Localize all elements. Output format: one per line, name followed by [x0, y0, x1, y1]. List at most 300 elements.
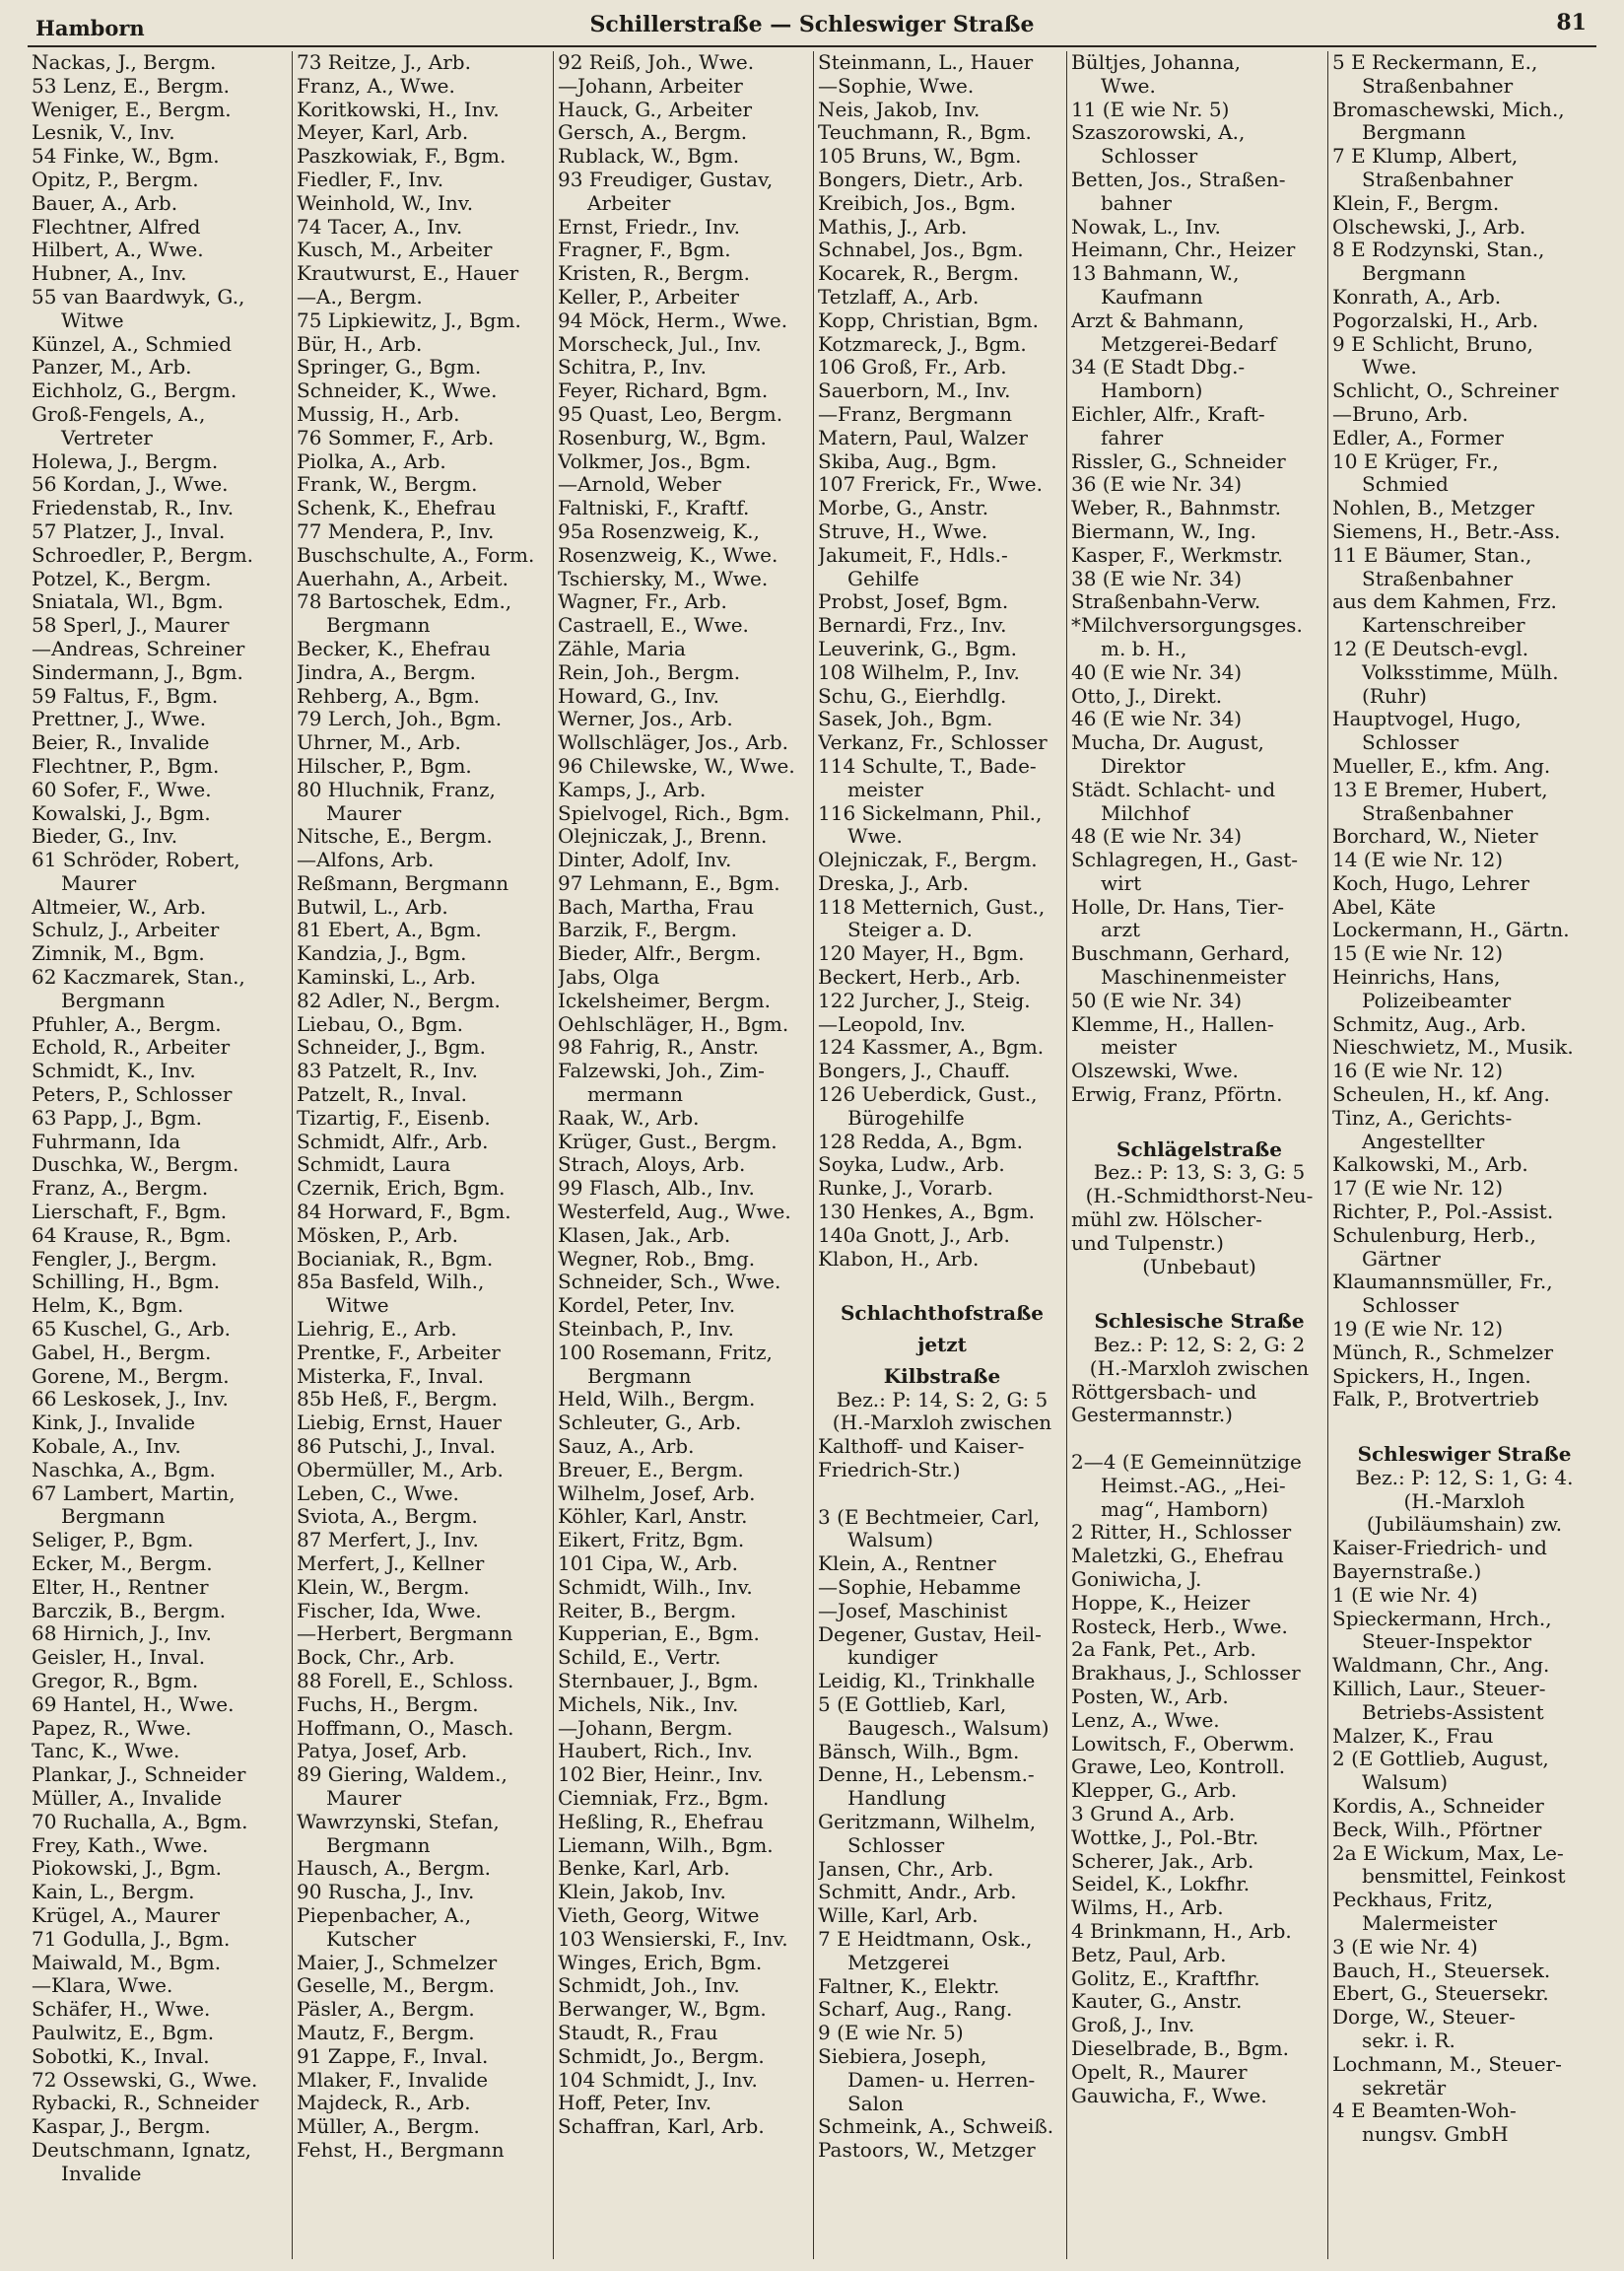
- directory-entry: Frey, Kath., Wwe.: [32, 1833, 209, 1857]
- directory-entry: Kain, L., Bergm.: [32, 1881, 195, 1904]
- directory-entry: 64 Krause, R., Bgm.: [32, 1223, 232, 1247]
- district-info: (H.-Marxloh zwischen: [1089, 1356, 1310, 1380]
- directory-entry: Rissler, G., Schneider: [1071, 449, 1286, 473]
- directory-entry: Klaumannsmüller, Fr.,: [1332, 1271, 1553, 1294]
- directory-entry: Werner, Jos., Arb.: [558, 708, 733, 731]
- directory-entry: Lenz, A., Wwe.: [1071, 1708, 1220, 1732]
- directory-entry: Wottke, J., Pol.-Btr.: [1071, 1825, 1259, 1849]
- directory-entry: Howard, G., Inv.: [558, 684, 720, 708]
- directory-entry: Raak, W., Arb.: [558, 1106, 700, 1130]
- directory-entry: Castraell, E., Wwe.: [558, 614, 749, 638]
- directory-entry: Siebiera, Joseph,: [818, 2044, 987, 2068]
- directory-entry: Verkanz, Fr., Schlosser: [818, 731, 1048, 755]
- directory-entry: Schmidt, Alfr., Arb.: [297, 1130, 489, 1153]
- directory-entry: —Johann, Bergm.: [558, 1716, 733, 1740]
- directory-entry: —Arnold, Weber: [558, 473, 721, 497]
- directory-entry: Wilms, H., Arb.: [1071, 1896, 1224, 1920]
- directory-entry: Rosenzweig, K., Wwe.: [558, 543, 778, 567]
- directory-entry: Klepper, G., Arb.: [1071, 1779, 1238, 1803]
- directory-entry: Liebig, Ernst, Hauer: [297, 1411, 502, 1435]
- directory-entry: 118 Metternich, Gust.,: [818, 895, 1046, 919]
- district-info: Bez.: P: 12, S: 2, G: 2: [1093, 1334, 1306, 1357]
- directory-entry: Schnabel, Jos., Bgm.: [818, 239, 1024, 262]
- directory-entry: Schmidt, Wilh., Inv.: [558, 1575, 753, 1599]
- directory-entry: Schneider, K., Wwe.: [297, 379, 498, 403]
- directory-entry: 108 Wilhelm, P., Inv.: [818, 660, 1020, 684]
- directory-entry: Seliger, P., Bgm.: [32, 1529, 194, 1552]
- entry-continuation: m. b. H.,: [1101, 637, 1187, 660]
- directory-entry: —A., Bergm.: [297, 285, 423, 309]
- directory-entry: Holewa, J., Bergm.: [32, 449, 219, 473]
- directory-entry: Lesnik, V., Inv.: [32, 121, 175, 145]
- directory-entry: Oehlschläger, H., Bgm.: [558, 1012, 789, 1036]
- entry-continuation: Walsum): [1362, 1771, 1449, 1795]
- directory-entry: Westerfeld, Aug., Wwe.: [558, 1201, 791, 1224]
- entry-continuation: Vertreter: [61, 426, 153, 449]
- directory-entry: Kotzmareck, J., Bgm.: [818, 332, 1027, 356]
- directory-entry: Edler, A., Former: [1332, 426, 1504, 449]
- directory-entry: Wegner, Rob., Bmg.: [558, 1247, 756, 1271]
- directory-entry: 99 Flasch, Alb., Inv.: [558, 1177, 755, 1201]
- directory-entry: Falzewski, Joh., Zim-: [558, 1060, 765, 1083]
- directory-entry: 7 E Heidtmann, Osk.,: [818, 1927, 1033, 1951]
- directory-entry: 14 (E wie Nr. 12): [1332, 849, 1504, 872]
- entry-continuation: meister: [847, 778, 923, 801]
- directory-entry: Schilling, H., Bgm.: [32, 1271, 221, 1294]
- page-number: 81: [1556, 10, 1587, 35]
- directory-entry: 84 Horward, F., Bgm.: [297, 1201, 511, 1224]
- directory-entry: 81 Ebert, A., Bgm.: [297, 919, 482, 942]
- directory-entry: 83 Patzelt, R., Inv.: [297, 1060, 479, 1083]
- entry-continuation: Polizeibeamter: [1362, 989, 1512, 1012]
- directory-entry: Hauck, G., Arbeiter: [558, 98, 753, 121]
- directory-entry: Barzik, F., Bergm.: [558, 919, 738, 942]
- directory-entry: Sasek, Joh., Bgm.: [818, 708, 993, 731]
- directory-entry: Spieckermann, Hrch.,: [1332, 1607, 1552, 1630]
- directory-entry: Olejniczak, J., Brenn.: [558, 825, 768, 849]
- directory-entry: Vieth, Georg, Witwe: [558, 1903, 760, 1927]
- directory-entry: Schmidt, Joh., Inv.: [558, 1974, 740, 1998]
- directory-entry: Schneider, J., Bgm.: [297, 1036, 486, 1060]
- directory-entry: Spickers, H., Ingen.: [1332, 1364, 1531, 1388]
- directory-entry: Otto, J., Direkt.: [1071, 684, 1223, 708]
- entry-continuation: Metzgerei-Bedarf: [1101, 332, 1277, 356]
- entry-continuation: sekretär: [1362, 2076, 1447, 2099]
- directory-entry: Olschewski, J., Arb.: [1332, 215, 1526, 239]
- directory-entry: Czernik, Erich, Bgm.: [297, 1177, 506, 1201]
- column-5: [1066, 51, 1327, 2259]
- entry-continuation: nungsv. GmbH: [1362, 2123, 1509, 2147]
- directory-entry: Schaffran, Karl, Arb.: [558, 2115, 765, 2139]
- directory-entry: —Johann, Arbeiter: [558, 74, 743, 98]
- directory-entry: Röttgersbach- und: [1071, 1380, 1257, 1404]
- directory-entry: Bauch, H., Steuersek.: [1332, 1959, 1551, 1982]
- directory-entry: Neis, Jakob, Inv.: [818, 98, 981, 121]
- directory-entry: Fengler, J., Bergm.: [32, 1247, 218, 1271]
- directory-entry: 11 E Bäumer, Stan.,: [1332, 543, 1532, 567]
- directory-entry: Kowalski, J., Bgm.: [32, 801, 211, 825]
- directory-entry: Springer, G., Bgm.: [297, 356, 482, 379]
- directory-entry: Gestermannstr.): [1071, 1404, 1233, 1427]
- directory-entry: Hubner, A., Inv.: [32, 262, 187, 286]
- entry-continuation: Schlosser: [1362, 731, 1459, 755]
- directory-entry: Weinhold, W., Inv.: [297, 191, 474, 215]
- directory-entry: Ciemniak, Frz., Bgm.: [558, 1786, 770, 1810]
- directory-entry: Paulwitz, E., Bgm.: [32, 2021, 215, 2044]
- directory-entry: Gersch, A., Bergm.: [558, 121, 748, 145]
- directory-entry: Schlagregen, H., Gast-: [1071, 849, 1299, 872]
- directory-entry: 92 Reiß, Joh., Wwe.: [558, 51, 755, 74]
- directory-entry: Straßenbahn-Verw.: [1071, 590, 1261, 614]
- directory-entry: 3 (E wie Nr. 4): [1332, 1935, 1478, 1959]
- directory-entry: Klabon, H., Arb.: [818, 1247, 980, 1271]
- directory-entry: Bayernstraße.): [1332, 1560, 1482, 1583]
- directory-entry: 5 (E Gottlieb, Karl,: [818, 1692, 1007, 1716]
- directory-entry: Breuer, E., Bergm.: [558, 1458, 744, 1481]
- directory-entry: Hoffmann, O., Masch.: [297, 1716, 514, 1740]
- directory-entry: Falk, P., Brotvertrieb: [1332, 1388, 1539, 1411]
- directory-entry: Lierschaft, F., Bgm.: [32, 1201, 228, 1224]
- directory-entry: Peckhaus, Fritz,: [1332, 1889, 1494, 1912]
- entry-continuation: bahner: [1101, 191, 1172, 215]
- directory-entry: Schleuter, G., Arb.: [558, 1411, 742, 1435]
- directory-entry: Majdeck, R., Arb.: [297, 2092, 471, 2115]
- directory-entry: Wille, Karl, Arb.: [818, 1904, 979, 1928]
- directory-entry: Merfert, J., Kellner: [297, 1552, 485, 1575]
- column-6: [1327, 51, 1596, 2259]
- directory-entry: Schmidt, K., Inv.: [32, 1060, 196, 1083]
- district-info: (Unbebaut): [1142, 1255, 1256, 1278]
- entry-continuation: Straßenbahner: [1362, 74, 1514, 98]
- directory-entry: 50 (E wie Nr. 34): [1071, 989, 1243, 1012]
- entry-continuation: Angestellter: [1362, 1130, 1485, 1153]
- directory-entry: Beck, Wilh., Pförtner: [1332, 1818, 1542, 1841]
- directory-entry: Kusch, M., Arbeiter: [297, 239, 493, 262]
- directory-entry: Teuchmann, R., Bgm.: [818, 121, 1032, 145]
- entry-continuation: kundiger: [847, 1646, 938, 1670]
- directory-entry: Lockermann, H., Gärtn.: [1332, 919, 1570, 942]
- directory-entry: Siemens, H., Betr.-Ass.: [1332, 519, 1561, 543]
- entry-continuation: sekr. i. R.: [1362, 2029, 1455, 2052]
- directory-entry: Schlicht, O., Schreiner: [1332, 379, 1559, 403]
- directory-entry: Prentke, F., Arbeiter: [297, 1341, 501, 1364]
- directory-entry: 116 Sickelmann, Phil.,: [818, 801, 1043, 825]
- directory-entry: 126 Ueberdick, Gust.,: [818, 1083, 1038, 1107]
- directory-entry: 58 Sperl, J., Maurer: [32, 614, 230, 638]
- directory-entry: Nowak, L., Inv.: [1071, 215, 1221, 239]
- directory-entry: Abel, Käte: [1332, 895, 1436, 919]
- directory-entry: Dinter, Adolf, Inv.: [558, 849, 732, 872]
- entry-continuation: (Ruhr): [1362, 684, 1427, 708]
- entry-continuation: Milchhof: [1101, 801, 1189, 825]
- directory-entry: Fiedler, F., Inv.: [297, 168, 444, 191]
- directory-entry: Koritkowski, H., Inv.: [297, 98, 500, 121]
- directory-entry: Benke, Karl, Arb.: [558, 1857, 730, 1881]
- directory-entry: 73 Reitze, J., Arb.: [297, 51, 471, 74]
- entry-continuation: Bergmann: [587, 1364, 692, 1388]
- directory-entry: Geritzmann, Wilhelm,: [818, 1810, 1037, 1833]
- directory-entry: Gauwicha, F., Wwe.: [1071, 2084, 1267, 2107]
- directory-entry: 140a Gnott, J., Arb.: [818, 1223, 1010, 1247]
- directory-entry: 34 (E Stadt Dbg.-: [1071, 356, 1246, 379]
- district-info: (Jubiläumshain) zw.: [1366, 1513, 1563, 1537]
- street-heading: jetzt: [917, 1334, 967, 1357]
- directory-entry: Mautz, F., Bergm.: [297, 2021, 475, 2044]
- directory-entry: Kalkowski, M., Arb.: [1332, 1153, 1528, 1177]
- directory-entry: Päsler, A., Bergm.: [297, 1998, 475, 2022]
- directory-entry: 11 (E wie Nr. 5): [1071, 98, 1230, 121]
- directory-entry: 60 Sofer, F., Wwe.: [32, 778, 212, 801]
- directory-entry: Schmidt, Jo., Bergm.: [558, 2044, 765, 2068]
- directory-entry: Friedrich-Str.): [818, 1459, 961, 1482]
- directory-entry: Denne, H., Lebensm.-: [818, 1763, 1035, 1787]
- directory-entry: 95 Quast, Leo, Bergm.: [558, 402, 783, 426]
- directory-entry: 3 (E Bechtmeier, Carl,: [818, 1505, 1041, 1529]
- entry-continuation: Invalide: [61, 2162, 142, 2185]
- directory-entry: Rosenburg, W., Bgm.: [558, 426, 767, 449]
- directory-entry: —Klara, Wwe.: [32, 1974, 173, 1998]
- directory-entry: —Sophie, Hebamme: [818, 1576, 1022, 1599]
- column-6-lines: [1332, 51, 1596, 2147]
- directory-entry: Eikert, Fritz, Bgm.: [558, 1529, 745, 1552]
- directory-entry: 4 E Beamten-Woh-: [1332, 2099, 1517, 2123]
- directory-entry: Ickelsheimer, Bergm.: [558, 989, 771, 1012]
- directory-entry: Flechtner, Alfred: [32, 215, 201, 239]
- directory-entry: Jansen, Chr., Arb.: [818, 1857, 994, 1881]
- directory-entry: Groß, J., Inv.: [1071, 2014, 1195, 2037]
- entry-continuation: Wwe.: [1362, 356, 1417, 379]
- directory-entry: 62 Kaczmarek, Stan.,: [32, 966, 245, 990]
- directory-entry: Piepenbacher, A.,: [297, 1903, 472, 1927]
- directory-entry: Klemme, H., Hallen-: [1071, 1012, 1274, 1036]
- directory-entry: Eichler, Alfr., Kraft-: [1071, 402, 1265, 426]
- directory-entry: Struve, H., Wwe.: [818, 519, 988, 543]
- directory-entry: 12 (E Deutsch-evgl.: [1332, 637, 1529, 660]
- directory-entry: Schulenburg, Herb.,: [1332, 1223, 1536, 1247]
- directory-entry: Grawe, Leo, Kontroll.: [1071, 1755, 1286, 1779]
- directory-entry: Kauter, G., Anstr.: [1071, 1990, 1243, 2014]
- directory-entry: Schmidt, Laura: [297, 1153, 451, 1177]
- directory-entry: 69 Hantel, H., Wwe.: [32, 1692, 235, 1716]
- entry-continuation: Bergmann: [61, 1505, 166, 1529]
- directory-entry: Tetzlaff, A., Arb.: [818, 285, 980, 309]
- directory-entry: 19 (E wie Nr. 12): [1332, 1318, 1504, 1342]
- directory-entry: 98 Fahrig, R., Anstr.: [558, 1036, 760, 1060]
- directory-entry: Pfuhler, A., Bergm.: [32, 1012, 222, 1036]
- directory-entry: Hoppe, K., Heizer: [1071, 1591, 1251, 1615]
- directory-entry: 5 E Reckermann, E.,: [1332, 51, 1538, 74]
- directory-entry: Wawrzynski, Stefan,: [297, 1810, 500, 1833]
- directory-entry: Haubert, Rich., Inv.: [558, 1740, 753, 1763]
- directory-entry: Jakumeit, F., Hdls.-: [818, 543, 1008, 567]
- directory-entry: Frank, W., Bergm.: [297, 473, 478, 497]
- directory-entry: Tanc, K., Wwe.: [32, 1740, 180, 1763]
- directory-entry: Fischer, Ida, Wwe.: [297, 1599, 482, 1622]
- directory-entry: Lochmann, M., Steuer-: [1332, 2052, 1562, 2076]
- directory-entry: Mathis, J., Arb.: [818, 215, 968, 239]
- directory-entry: 66 Leskosek, J., Inv.: [32, 1388, 229, 1411]
- directory-entry: Scheulen, H., kf. Ang.: [1332, 1083, 1550, 1107]
- directory-entry: Deutschmann, Ignatz,: [32, 2138, 251, 2162]
- directory-entry: Betten, Jos., Straßen-: [1071, 168, 1286, 191]
- directory-entry: Peters, P., Schlosser: [32, 1083, 233, 1107]
- directory-entry: Feyer, Richard, Bgm.: [558, 379, 769, 403]
- directory-entry: Schenk, K., Ehefrau: [297, 497, 497, 520]
- directory-entry: Künzel, A., Schmied: [32, 332, 233, 356]
- directory-entry: Kobale, A., Inv.: [32, 1435, 181, 1459]
- directory-entry: Barczik, B., Bergm.: [32, 1599, 227, 1622]
- directory-entry: Beier, R., Invalide: [32, 731, 210, 755]
- directory-entry: Leidig, Kl., Trinkhalle: [818, 1670, 1036, 1693]
- directory-entry: Biermann, W., Ing.: [1071, 519, 1256, 543]
- directory-entry: Bongers, Dietr., Arb.: [818, 168, 1024, 191]
- entry-continuation: Gärtner: [1362, 1247, 1441, 1271]
- entry-continuation: Hamborn): [1101, 379, 1203, 403]
- directory-entry: Jabs, Olga: [558, 966, 660, 990]
- directory-entry: Michels, Nik., Inv.: [558, 1692, 739, 1716]
- directory-entry: 94 Möck, Herm., Wwe.: [558, 309, 788, 332]
- directory-entry: Misterka, F., Inval.: [297, 1364, 484, 1388]
- entry-continuation: Bergmann: [326, 614, 431, 638]
- directory-entry: Weber, R., Bahnmstr.: [1071, 497, 1281, 520]
- entry-continuation: Gehilfe: [847, 567, 919, 590]
- directory-entry: 48 (E wie Nr. 34): [1071, 825, 1243, 849]
- entry-continuation: Baugesch., Walsum): [847, 1716, 1049, 1740]
- directory-entry: Pastoors, W., Metzger: [818, 2139, 1036, 2163]
- directory-entry: 2 (E Gottlieb, August,: [1332, 1748, 1549, 1771]
- directory-entry: Meyer, Karl, Arb.: [297, 121, 469, 145]
- directory-entry: 2a Fank, Pet., Arb.: [1071, 1638, 1256, 1662]
- directory-entry: Morscheck, Jul., Inv.: [558, 332, 762, 356]
- street-heading: Schlachthofstraße: [840, 1302, 1045, 1326]
- directory-entry: 40 (E wie Nr. 34): [1071, 660, 1243, 684]
- directory-entry: 61 Schröder, Robert,: [32, 849, 240, 872]
- directory-entry: Paszkowiak, F., Bgm.: [297, 145, 507, 169]
- directory-entry: Kopp, Christian, Bgm.: [818, 309, 1039, 332]
- directory-entry: Schäfer, H., Wwe.: [32, 1998, 211, 2022]
- directory-entry: Leuverink, G., Bgm.: [818, 637, 1017, 660]
- directory-entry: Patzelt, R., Inval.: [297, 1083, 467, 1107]
- directory-entry: Kupperian, E., Bgm.: [558, 1622, 760, 1646]
- directory-entry: Mlaker, F., Invalide: [297, 2068, 489, 2092]
- directory-entry: Hausch, A., Bergm.: [297, 1857, 492, 1881]
- directory-entry: —Andreas, Schreiner: [32, 637, 245, 660]
- directory-entry: —Bruno, Arb.: [1332, 402, 1468, 426]
- directory-entry: Heinrichs, Hans,: [1332, 966, 1501, 990]
- directory-entry: Hilscher, P., Bgm.: [297, 754, 472, 778]
- entry-continuation: Bergmann: [61, 989, 166, 1012]
- directory-entry: Kreibich, Jos., Bgm.: [818, 191, 1016, 215]
- directory-entry: 96 Chilewske, W., Wwe.: [558, 754, 795, 778]
- entry-continuation: Salon: [847, 2092, 904, 2115]
- directory-entry: Fuchs, H., Bergm.: [297, 1692, 479, 1716]
- directory-entry: 107 Frerick, Fr., Wwe.: [818, 473, 1043, 497]
- entry-continuation: Straßenbahner: [1362, 801, 1514, 825]
- directory-entry: Runke, J., Vorarb.: [818, 1177, 993, 1201]
- directory-entry: und Tulpenstr.): [1071, 1231, 1224, 1255]
- directory-entry: Dieselbrade, B., Bgm.: [1071, 2036, 1289, 2060]
- directory-entry: Soyka, Ludw., Arb.: [818, 1153, 1005, 1177]
- directory-entry: 7 E Klump, Albert,: [1332, 145, 1519, 169]
- directory-entry: Papez, R., Wwe.: [32, 1716, 192, 1740]
- header-district: Hamborn: [35, 16, 145, 40]
- directory-entry: Erwig, Franz, Pförtn.: [1071, 1083, 1283, 1107]
- column-1: [28, 51, 292, 2259]
- spacer: [818, 1482, 1066, 1506]
- directory-entry: Altmeier, W., Arb.: [32, 895, 207, 919]
- entry-continuation: wirt: [1101, 871, 1142, 895]
- directory-entry: Buschschulte, A., Form.: [297, 543, 535, 567]
- directory-entry: *Milchversorgungsges.: [1071, 614, 1303, 638]
- entry-continuation: Maurer: [61, 871, 137, 895]
- directory-entry: Prettner, J., Wwe.: [32, 708, 207, 731]
- directory-entry: Zähle, Maria: [558, 637, 686, 660]
- directory-entry: Waldmann, Chr., Ang.: [1332, 1654, 1550, 1678]
- directory-entry: Friedenstab, R., Inv.: [32, 497, 235, 520]
- directory-entry: 68 Hirnich, J., Inv.: [32, 1622, 212, 1646]
- directory-entry: Arzt & Bahmann,: [1071, 309, 1245, 332]
- directory-entry: Tizartig, F., Eisenb.: [297, 1106, 491, 1130]
- directory-entry: Maier, J., Schmelzer: [297, 1951, 498, 1974]
- directory-entry: 114 Schulte, T., Bade-: [818, 754, 1037, 778]
- directory-entry: Becker, K., Ehefrau: [297, 637, 491, 660]
- entry-continuation: Witwe: [326, 1294, 389, 1318]
- directory-entry: 80 Hluchnik, Franz,: [297, 778, 496, 801]
- directory-entry: Ernst, Friedr., Inv.: [558, 215, 741, 239]
- directory-entry: Nohlen, B., Metzger: [1332, 497, 1535, 520]
- directory-entry: 86 Putschi, J., Inval.: [297, 1435, 496, 1459]
- directory-entry: Franz, A., Bergm.: [32, 1177, 209, 1201]
- entry-continuation: Kartenschreiber: [1362, 614, 1525, 638]
- directory-entry: Berwanger, W., Bgm.: [558, 1998, 767, 2022]
- directory-entry: Helm, K., Bgm.: [32, 1294, 184, 1318]
- district-info: Bez.: P: 12, S: 1, G: 4.: [1355, 1466, 1574, 1489]
- directory-entry: Kordis, A., Schneider: [1332, 1794, 1544, 1818]
- directory-entry: Schmitt, Andr., Arb.: [818, 1881, 1017, 1904]
- directory-entry: Bach, Martha, Frau: [558, 895, 755, 919]
- directory-entry: Heßling, R., Ehefrau: [558, 1810, 765, 1833]
- entry-continuation: Handlung: [847, 1787, 947, 1811]
- directory-entry: Fehst, H., Bergmann: [297, 2138, 505, 2162]
- directory-entry: Auerhahn, A., Arbeit.: [297, 567, 508, 590]
- directory-entry: —Herbert, Bergmann: [297, 1622, 513, 1646]
- header-rule: [28, 45, 1596, 47]
- directory-entry: Mussig, H., Arb.: [297, 402, 460, 426]
- directory-entry: Plankar, J., Schneider: [32, 1763, 246, 1787]
- directory-entry: 77 Mendera, P., Inv.: [297, 519, 495, 543]
- directory-entry: 102 Bier, Heinr., Inv.: [558, 1763, 764, 1787]
- directory-entry: Schild, E., Vertr.: [558, 1646, 721, 1670]
- directory-entry: Städt. Schlacht- und: [1071, 778, 1276, 801]
- directory-entry: Uhrner, M., Arb.: [297, 731, 461, 755]
- directory-entry: 89 Giering, Waldem.,: [297, 1763, 508, 1787]
- directory-entry: 13 E Bremer, Hubert,: [1332, 778, 1548, 801]
- directory-entry: Fuhrmann, Ida: [32, 1130, 181, 1153]
- directory-entry: aus dem Kahmen, Frz.: [1332, 590, 1557, 614]
- directory-entry: Gregor, R., Bgm.: [32, 1669, 199, 1692]
- directory-entry: Duschka, W., Bergm.: [32, 1153, 239, 1177]
- directory-entry: Kristen, R., Bergm.: [558, 262, 750, 286]
- directory-entry: Rein, Joh., Bergm.: [558, 660, 741, 684]
- directory-entry: Kordel, Peter, Inv.: [558, 1294, 736, 1318]
- directory-entry: Wilhelm, Josef, Arb.: [558, 1481, 756, 1505]
- directory-entry: 8 E Rodzynski, Stan.,: [1332, 239, 1545, 262]
- directory-entry: Seidel, K., Lokfhr.: [1071, 1873, 1251, 1896]
- directory-entry: Olejniczak, F., Bergm.: [818, 849, 1038, 872]
- directory-entry: Schroedler, P., Bergm.: [32, 543, 254, 567]
- directory-entry: 53 Lenz, E., Bergm.: [32, 74, 230, 98]
- directory-entry: 105 Bruns, W., Bgm.: [818, 145, 1022, 169]
